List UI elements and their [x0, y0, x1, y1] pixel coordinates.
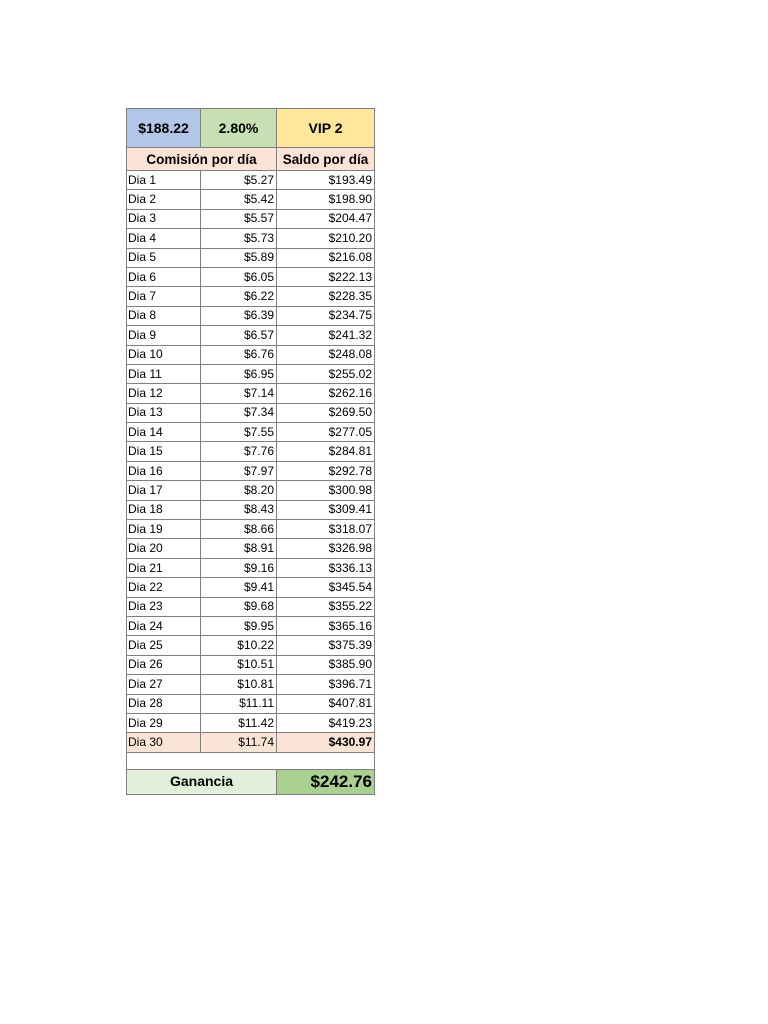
daily-balance: $309.41 — [277, 500, 375, 519]
table-row — [127, 364, 375, 383]
day-label: Dia 28 — [127, 694, 201, 713]
table-row — [127, 578, 375, 597]
table-body — [127, 109, 375, 795]
table-row — [127, 345, 375, 364]
daily-commission: $9.68 — [201, 597, 277, 616]
daily-balance: $375.39 — [277, 636, 375, 655]
day-label: Dia 20 — [127, 539, 201, 558]
table-row — [127, 442, 375, 461]
table-row — [127, 423, 375, 442]
day-label: Dia 10 — [127, 345, 201, 364]
day-label: Dia 16 — [127, 461, 201, 480]
daily-commission: $10.81 — [201, 675, 277, 694]
table-row — [127, 229, 375, 248]
daily-commission: $10.22 — [201, 636, 277, 655]
daily-commission: $6.39 — [201, 306, 277, 325]
daily-balance: $430.97 — [277, 733, 375, 752]
day-label: Dia 29 — [127, 713, 201, 732]
daily-commission: $6.76 — [201, 345, 277, 364]
column-header-row — [127, 148, 375, 171]
day-label: Dia 8 — [127, 306, 201, 325]
daily-balance: $248.08 — [277, 345, 375, 364]
day-label: Dia 15 — [127, 442, 201, 461]
daily-commission: $9.95 — [201, 616, 277, 635]
daily-balance: $262.16 — [277, 384, 375, 403]
daily-balance: $407.81 — [277, 694, 375, 713]
balance-column-header: Saldo por día — [277, 148, 375, 171]
daily-commission: $7.76 — [201, 442, 277, 461]
table-row — [127, 209, 375, 228]
day-label: Dia 22 — [127, 578, 201, 597]
day-label: Dia 25 — [127, 636, 201, 655]
daily-commission: $7.14 — [201, 384, 277, 403]
day-label: Dia 13 — [127, 403, 201, 422]
daily-commission: $8.91 — [201, 539, 277, 558]
table-row — [127, 636, 375, 655]
table-row — [127, 500, 375, 519]
daily-balance: $241.32 — [277, 326, 375, 345]
daily-commission: $5.27 — [201, 171, 277, 190]
daily-balance: $204.47 — [277, 209, 375, 228]
table-row — [127, 597, 375, 616]
day-label: Dia 5 — [127, 248, 201, 267]
table-row — [127, 306, 375, 325]
vip-level-cell: VIP 2 — [277, 109, 375, 148]
day-label: Dia 23 — [127, 597, 201, 616]
table-row — [127, 481, 375, 500]
daily-balance: $216.08 — [277, 248, 375, 267]
table-row — [127, 248, 375, 267]
table-row — [127, 326, 375, 345]
daily-balance: $284.81 — [277, 442, 375, 461]
daily-commission: $9.41 — [201, 578, 277, 597]
day-label: Dia 14 — [127, 423, 201, 442]
daily-commission: $5.89 — [201, 248, 277, 267]
table-row — [127, 384, 375, 403]
day-label: Dia 11 — [127, 364, 201, 383]
table-row — [127, 287, 375, 306]
daily-commission: $5.57 — [201, 209, 277, 228]
day-label: Dia 4 — [127, 229, 201, 248]
table-row — [127, 267, 375, 286]
daily-commission: $8.20 — [201, 481, 277, 500]
table-row — [127, 190, 375, 209]
daily-commission: $11.42 — [201, 713, 277, 732]
daily-balance: $355.22 — [277, 597, 375, 616]
initial-amount-cell: $188.22 — [127, 109, 201, 148]
daily-balance: $336.13 — [277, 558, 375, 577]
day-label: Dia 26 — [127, 655, 201, 674]
daily-commission: $9.16 — [201, 558, 277, 577]
daily-commission: $7.34 — [201, 403, 277, 422]
table-row — [127, 539, 375, 558]
daily-commission: $11.11 — [201, 694, 277, 713]
daily-commission: $6.57 — [201, 326, 277, 345]
daily-commission: $7.97 — [201, 461, 277, 480]
day-label: Dia 3 — [127, 209, 201, 228]
daily-balance: $318.07 — [277, 520, 375, 539]
table-row — [127, 733, 375, 752]
day-label: Dia 1 — [127, 171, 201, 190]
summary-row — [127, 769, 375, 794]
daily-balance: $365.16 — [277, 616, 375, 635]
profit-value: $242.76 — [277, 769, 375, 794]
daily-commission: $7.55 — [201, 423, 277, 442]
table-row — [127, 403, 375, 422]
table-row — [127, 520, 375, 539]
daily-balance: $385.90 — [277, 655, 375, 674]
table-row — [127, 713, 375, 732]
day-label: Dia 24 — [127, 616, 201, 635]
day-label: Dia 18 — [127, 500, 201, 519]
day-label: Dia 17 — [127, 481, 201, 500]
day-label: Dia 30 — [127, 733, 201, 752]
table-row — [127, 655, 375, 674]
daily-commission: $5.73 — [201, 229, 277, 248]
daily-balance: $228.35 — [277, 287, 375, 306]
commission-column-header: Comisión por día — [127, 148, 277, 171]
day-label: Dia 2 — [127, 190, 201, 209]
day-label: Dia 12 — [127, 384, 201, 403]
daily-commission: $11.74 — [201, 733, 277, 752]
header-row — [127, 109, 375, 148]
profit-label: Ganancia — [127, 769, 277, 794]
daily-commission: $8.66 — [201, 520, 277, 539]
daily-commission: $8.43 — [201, 500, 277, 519]
daily-balance: $222.13 — [277, 267, 375, 286]
day-label: Dia 6 — [127, 267, 201, 286]
daily-balance: $198.90 — [277, 190, 375, 209]
daily-balance: $326.98 — [277, 539, 375, 558]
table-row — [127, 558, 375, 577]
daily-balance: $277.05 — [277, 423, 375, 442]
daily-balance: $234.75 — [277, 306, 375, 325]
daily-commission: $5.42 — [201, 190, 277, 209]
spacer-row — [127, 752, 375, 769]
day-label: Dia 7 — [127, 287, 201, 306]
daily-commission: $6.95 — [201, 364, 277, 383]
rate-cell: 2.80% — [201, 109, 277, 148]
table-row — [127, 616, 375, 635]
daily-balance: $396.71 — [277, 675, 375, 694]
daily-balance: $292.78 — [277, 461, 375, 480]
table-row — [127, 171, 375, 190]
daily-balance: $269.50 — [277, 403, 375, 422]
day-label: Dia 9 — [127, 326, 201, 345]
commission-table — [126, 108, 375, 795]
table-row — [127, 675, 375, 694]
daily-commission: $10.51 — [201, 655, 277, 674]
spacer-cell — [127, 752, 375, 769]
day-label: Dia 21 — [127, 558, 201, 577]
daily-balance: $255.02 — [277, 364, 375, 383]
day-label: Dia 27 — [127, 675, 201, 694]
daily-balance: $300.98 — [277, 481, 375, 500]
daily-commission: $6.22 — [201, 287, 277, 306]
daily-balance: $210.20 — [277, 229, 375, 248]
table-row — [127, 694, 375, 713]
daily-balance: $193.49 — [277, 171, 375, 190]
daily-balance: $419.23 — [277, 713, 375, 732]
daily-balance: $345.54 — [277, 578, 375, 597]
daily-commission: $6.05 — [201, 267, 277, 286]
table-row — [127, 461, 375, 480]
day-label: Dia 19 — [127, 520, 201, 539]
